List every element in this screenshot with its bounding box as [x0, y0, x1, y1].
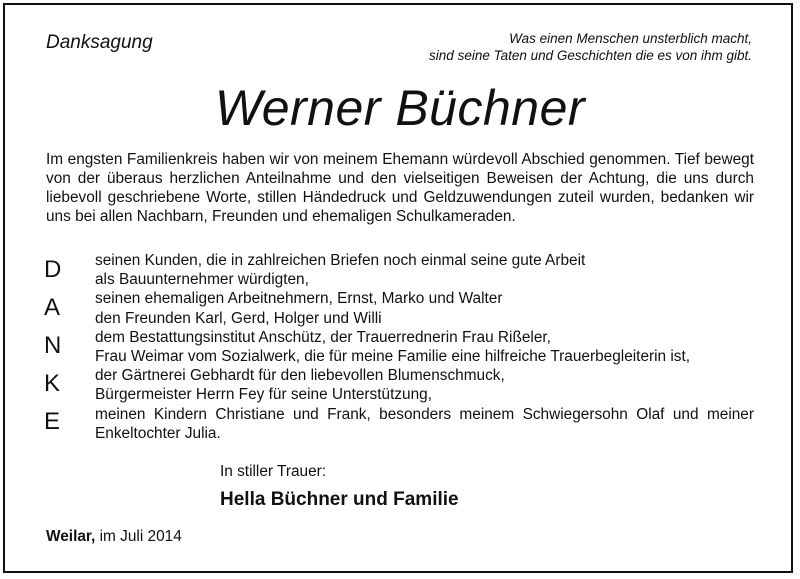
danke-letter: E [44, 408, 61, 435]
thanks-list [95, 251, 754, 443]
place-name: Weilar, [46, 528, 96, 545]
thanks-line: Frau Weimar vom Sozialwerk, die für meine Familie eine hilfreiche Trauerbegleiterin ist, [95, 348, 691, 366]
thanks-line: den Freunden Karl, Gerd, Holger und Willi [95, 309, 382, 327]
danke-letter: D [44, 256, 62, 283]
danke-letter: A [44, 294, 61, 321]
thanks-line: meinen Kindern Christiane und Frank, besonders meinem Schwiegersohn Olaf und meiner Enkeltochter Julia. [95, 405, 754, 442]
date-text: im Juli 2014 [99, 528, 182, 545]
thanks-line: als Bauunternehmer würdigten, [95, 271, 309, 289]
thanks-line: dem Bestattungsinstitut Anschütz, der Trauerrednerin Frau Rißeler, [95, 328, 551, 346]
danke-letters [44, 255, 74, 445]
danke-letter: N [44, 332, 62, 359]
thanks-line: seinen ehemaligen Arbeitnehmern, Ernst, Marko und Walter [95, 290, 503, 308]
danke-letter: K [44, 370, 61, 397]
family-signature: Hella Büchner und Familie [220, 489, 459, 510]
motto-line: sind seine Taten und Geschichten die es von ihm gibt. [429, 48, 752, 63]
thanks-line: Bürgermeister Herrn Fey für seine Unterstützung, [95, 386, 433, 404]
motto-line: Was einen Menschen unsterblich macht, [509, 31, 752, 46]
thanks-line: der Gärtnerei Gebhardt für den liebevollen Blumenschmuck, [95, 367, 505, 385]
place-date [46, 528, 182, 546]
thanks-line: seinen Kunden, die in zahlreichen Briefen noch einmal seine gute Arbeit [95, 252, 586, 269]
motto-quote [429, 30, 752, 64]
mourning-label: In stiller Trauer: [220, 463, 327, 480]
intro-paragraph [46, 150, 754, 226]
notice-category: Danksagung [46, 32, 153, 53]
deceased-name: Werner Büchner [214, 80, 586, 136]
intro-text: Im engsten Familienkreis haben wir von meinem Ehemann würdevoll Abschied genommen. Tief bewegt von der überaus herzlichen Anteilnahme und den vielseitigen Beweisen der Achtung, die uns durch liebevoll geschriebene Worte, stillen Händedruck und Geldzuwendungen zuteil wurden, bedanken wir uns bei allen Nachbarn, Freunden und ehemaligen Schulkameraden. [46, 151, 754, 225]
